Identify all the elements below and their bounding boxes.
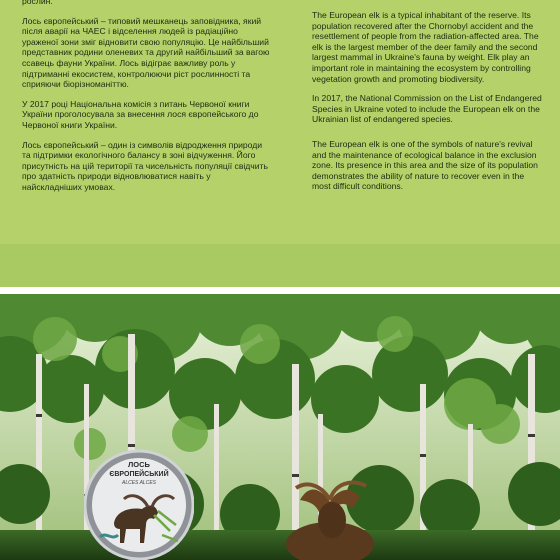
paragraph-revival-symbol-en: The European elk is one of the symbols of nature's revival and the maintenance of ecological balance in the exclusion zone. Its presence in this area and the size of its population demonstrates the ability of nature to recover even in the most difficult conditions. <box>312 138 538 192</box>
separator-band <box>0 244 560 287</box>
commemorative-coin <box>84 445 194 560</box>
paragraph-elk-description-uk: Лось європейський – типовий мешканець заповідника, який після аварії на ЧАЕС і відселення людей із радіаційно ураженої зони зміг відновити свою популяцію. Це найбільший представник родини оленевих та другий найбільший за вагою ссавець фауни України. Лось відіграє важливу роль у підтриманні екосистем, контролюючи ріст рослинності та сприяючи біорізноманіттю. <box>22 15 270 90</box>
coin-title-line-1: ЛОСЬ <box>128 460 150 469</box>
coin-latin-name: ALCES ALCES <box>122 480 156 486</box>
paragraph-elk-description-en: The European elk is a typical inhabitant of the reserve. Its population recovered after the Chornobyl accident and the resettlement of people from the radiation-affected area. The elk is the largest member of the deer family and the second largest mammal in Ukraine's fauna by weight. Elk play an important role in maintaining the ecosystem by controlling vegetation growth and promoting biodiversity. <box>312 10 539 84</box>
separator-line <box>0 287 560 294</box>
paragraph-fragment: рослин. <box>22 0 53 6</box>
english-text-column <box>312 0 544 201</box>
paragraph-red-book-uk: У 2017 році Національна комісія з питань Червоної книги України проголосувала за внесення лося європейського до Червоної книги України. <box>22 98 259 130</box>
paragraph-red-book-en: In 2017, the National Commission on the List of Endangered Species in Ukraine voted to include the European elk on the Ukrainian list of endangered species. <box>312 93 542 125</box>
coin-title-line-2: ЄВРОПЕЙСЬКИЙ <box>109 471 169 478</box>
text-panel <box>0 0 560 244</box>
ukrainian-text-column <box>22 0 270 202</box>
paragraph-revival-symbol-uk: Лось європейський – один із символів відродження природи та підтримки екологічного балансу в зоні відчуження. Його присутність на цій території та чисельність популяції свідчить про здатність природи відновлюватися навіть у найскладніших умовах. <box>22 139 268 192</box>
